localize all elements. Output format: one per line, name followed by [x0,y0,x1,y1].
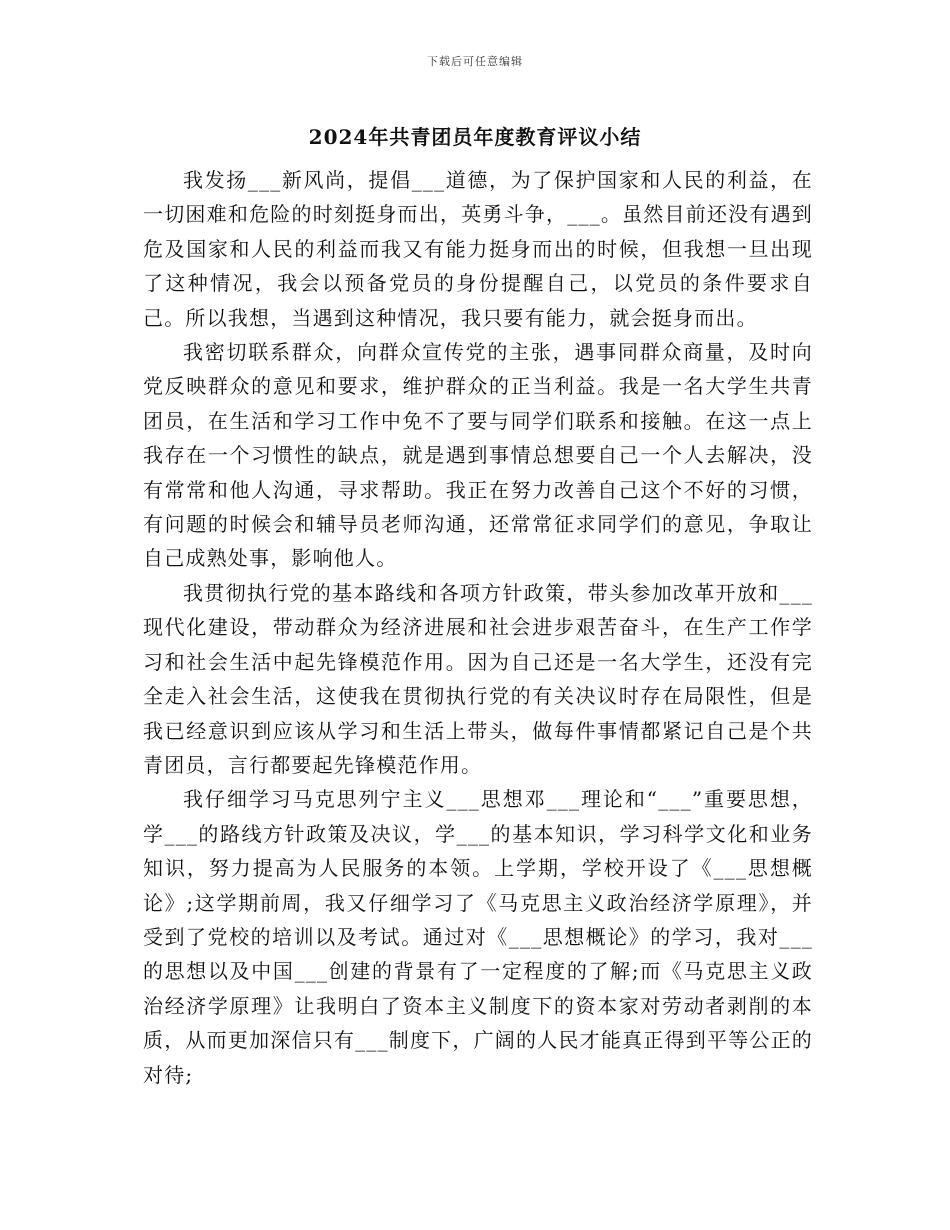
header-note: 下载后可任意编辑 [427,55,523,68]
document-title: 2024年共青团员年度教育评议小结 [308,125,642,149]
paragraph: 我仔细学习马克思列宁主义___思想邓___理论和“___”重要思想，学___的路线方针政策及决议，学___的基本知识，学习科学文化和业务知识，努力提高为人民服务的本领。上学期，学校开设了《___思想概论》;这学期前周，我又仔细学习了《马克思主义政治经济学原理》，并受到了党校的培训以及考试。通过对《___思想概论》的学习，我对___的思想以及中国___创建的背景有了一定程度的了解;而《马克思主义政治经济学原理》让我明白了资本主义制度下的资本家对劳动者剥削的本质，从而更加深信只有___制度下，广阔的人民才能真正得到平等公正的对待; [143,787,813,1087]
paragraph: 我发扬___新风尚，提倡___道德，为了保护国家和人民的利益，在一切困难和危险的时刻挺身而出，英勇斗争，___。虽然目前还没有遇到危及国家和人民的利益而我又有能力挺身而出的时候，但我想一旦出现了这种情况，我会以预备党员的身份提醒自己，以党员的条件要求自己。所以我想，当遇到这种情况，我只要有能力，就会挺身而出。 [143,168,813,330]
paragraph: 我密切联系群众，向群众宣传党的主张，遇事同群众商量，及时向党反映群众的意见和要求，维护群众的正当利益。我是一名大学生共青团员，在生活和学习工作中免不了要与同学们联系和接触。在这一点上我存在一个习惯性的缺点，就是遇到事情总想要自己一个人去解决，没有常常和他人沟通，寻求帮助。我正在努力改善自己这个不好的习惯，有问题的时候会和辅导员老师沟通，还常常征求同学们的意见，争取让自己成熟处事，影响他人。 [143,340,813,571]
document-body [143,163,813,1092]
paragraph: 我贯彻执行党的基本路线和各项方针政策，带头参加改革开放和___现代化建设，带动群众为经济进展和社会进步艰苦奋斗，在生产工作学习和社会生活中起先锋模范作用。因为自己还是一名大学生，还没有完全走入社会生活，这使我在贯彻执行党的有关决议时存在局限性，但是我已经意识到应该从学习和生活上带头，做每件事情都紧记自己是个共青团员，言行都要起先锋模范作用。 [143,580,813,777]
